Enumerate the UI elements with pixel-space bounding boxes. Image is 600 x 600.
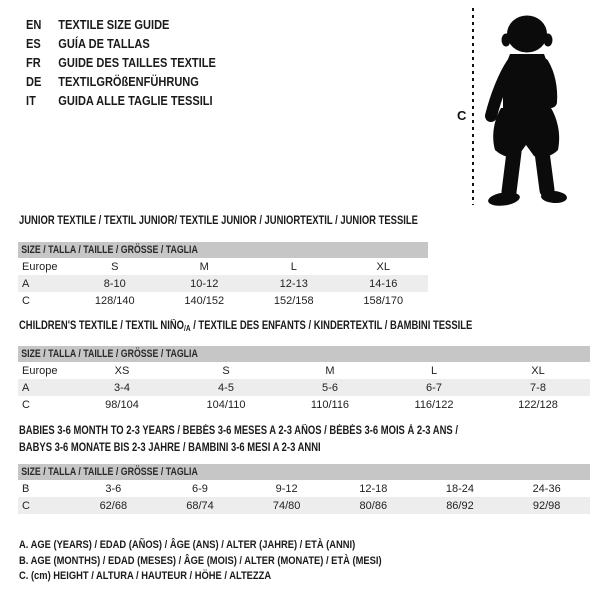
height-figure (450, 0, 600, 212)
cell: 128/140 (94, 294, 135, 307)
size-header-text: SIZE / TALLA / TAILLE / GRÖSSE / TAGLIA (21, 244, 198, 256)
legend-line-b: B. AGE (MONTHS) / EDAD (MESES) / ÂGE (MOIS) / ALTER (MONATE) / ETÀ (MESI) (19, 554, 382, 567)
size-header (18, 242, 428, 258)
title-text: CHILDREN'S TEXTILE / TEXTIL NIÑO (19, 320, 185, 332)
cell: 104/110 (206, 398, 246, 411)
row-label: C (22, 398, 30, 411)
table-row (18, 480, 590, 497)
size-header-text: SIZE / TALLA / TAILLE / GRÖSSE / TAGLIA (21, 466, 198, 478)
row-label: B (22, 482, 30, 495)
language-row (26, 34, 216, 53)
toddler-silhouette-svg (450, 0, 600, 212)
language-code: DE (26, 74, 42, 89)
language-title: GUIDA ALLE TAGLIE TESSILI (58, 93, 213, 108)
cell: 24-36 (532, 482, 561, 495)
cell: XL (376, 260, 390, 273)
size-header (18, 346, 590, 362)
babies-size-table (18, 464, 590, 514)
cell: M (325, 364, 335, 377)
table-row (18, 379, 590, 396)
table-row (18, 497, 590, 514)
cell: 18-24 (445, 482, 475, 495)
size-header-row (18, 242, 428, 258)
cell: 14-16 (369, 277, 398, 290)
language-code: IT (26, 93, 36, 108)
silhouette-shorts (493, 108, 559, 157)
cell: 140/152 (184, 294, 225, 307)
legend-line-c: C. (cm) HEIGHT / ALTURA / HAUTEUR / HÖHE / ALTEZZA (19, 570, 272, 582)
cell: 3-6 (105, 482, 122, 495)
cell: L (430, 364, 438, 377)
cell: 3-4 (114, 381, 130, 394)
language-row (26, 53, 216, 72)
language-row (26, 72, 216, 91)
cell: 12-13 (279, 277, 308, 290)
language-code: ES (26, 36, 41, 51)
language-title: TEXTILE SIZE GUIDE (58, 17, 170, 32)
cell: 12-18 (359, 482, 388, 495)
cell: 4-5 (218, 381, 234, 394)
language-row (26, 15, 216, 34)
language-code: EN (26, 17, 42, 32)
size-header-row (18, 346, 590, 362)
cell: 62/68 (99, 499, 128, 512)
legend (19, 538, 446, 585)
cell: 116/122 (414, 398, 454, 411)
cell: 92/98 (532, 499, 561, 512)
cell: 158/170 (363, 294, 404, 307)
toddler-silhouette (487, 16, 567, 208)
table-row (18, 396, 590, 413)
size-header (18, 464, 590, 480)
cell: 80/86 (359, 499, 388, 512)
row-label: C (22, 294, 30, 307)
cell: S (222, 364, 230, 377)
cell: L (290, 260, 297, 273)
language-list (26, 15, 216, 110)
cell: S (111, 260, 119, 273)
children-size-table (18, 346, 590, 413)
language-title: GUÍA DE TALLAS (58, 36, 150, 51)
cell: 152/158 (273, 294, 314, 307)
cell: 6-7 (426, 381, 442, 394)
row-label: C (22, 499, 30, 512)
cell: 8-10 (103, 277, 126, 290)
title-text: / TEXTILE DES ENFANTS / KINDERTEXTIL / BAMBINI TESSILE (190, 320, 473, 332)
cell: XL (531, 364, 545, 377)
table-row (18, 362, 590, 379)
silhouette-ear-left (502, 34, 511, 47)
cell: 74/80 (272, 499, 301, 512)
cell: 6-9 (192, 482, 208, 495)
language-title: TEXTILGRÖßENFÜHRUNG (58, 74, 199, 89)
language-code: FR (26, 55, 41, 70)
cell: 10-12 (190, 277, 219, 290)
cell: 98/104 (105, 398, 139, 411)
language-title: GUIDE DES TAILLES TEXTILE (58, 55, 216, 70)
row-label: A (22, 381, 30, 394)
legend-line-a: A. AGE (YEARS) / EDAD (AÑOS) / ÂGE (ANS) / ALTER (JAHRE) / ETÀ (ANNI) (19, 539, 356, 551)
row-label: A (22, 277, 30, 290)
table-row (18, 258, 428, 275)
title-line: BABIES 3-6 MONTH TO 2-3 YEARS / BEBÉS 3-6 MESES A 2-3 AÑOS / BÉBÉS 3-6 MOIS À 2-3 ANS / (19, 425, 458, 437)
cell: 9-12 (275, 482, 298, 495)
row-label: Europe (22, 260, 58, 273)
language-row (26, 91, 216, 110)
silhouette-ear-right (544, 34, 553, 47)
table-row (18, 275, 428, 292)
title-line: BABYS 3-6 MONATE BIS 2-3 JAHRE / BAMBINI 3-6 MESI A 2-3 ANNI (19, 441, 321, 454)
children-table-title (19, 320, 472, 335)
cell: XS (114, 364, 130, 377)
silhouette-leg-right (542, 152, 547, 190)
junior-table-title: JUNIOR TEXTILE / TEXTIL JUNIOR/ TEXTILE JUNIOR / JUNIORTEXTIL / JUNIOR TESSILE (19, 215, 418, 227)
cell: 86/92 (446, 499, 474, 512)
silhouette-head (507, 16, 547, 53)
title-subscript: /A (184, 324, 191, 333)
babies-table-title (19, 423, 458, 456)
table-row (18, 292, 428, 309)
cell: 7-8 (530, 381, 546, 394)
silhouette-leg-left (509, 152, 514, 192)
cell: 5-6 (322, 381, 338, 394)
size-header-text: SIZE / TALLA / TAILLE / GRÖSSE / TAGLIA (21, 348, 198, 360)
row-label: Europe (22, 364, 58, 377)
cell: 110/116 (310, 398, 350, 411)
cell: M (199, 260, 209, 273)
cell: 122/128 (518, 398, 558, 411)
height-label: C (457, 108, 467, 123)
cell: 68/74 (186, 499, 214, 512)
size-header-row (18, 464, 590, 480)
junior-size-table (18, 242, 428, 309)
